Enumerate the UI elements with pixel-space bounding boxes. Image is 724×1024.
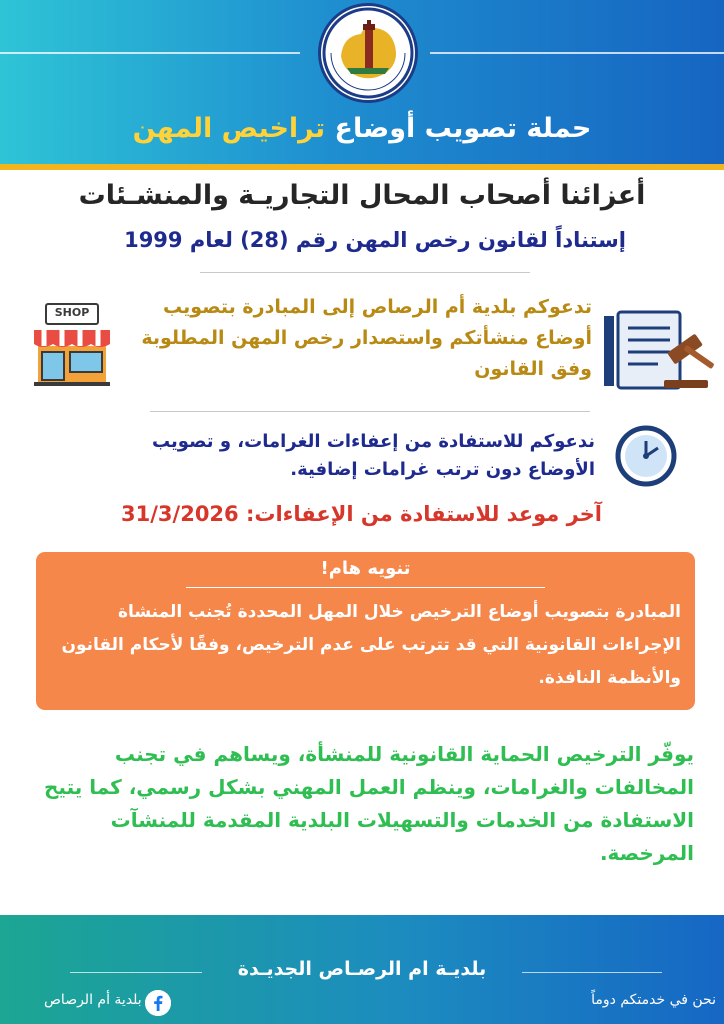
divider [200, 272, 530, 273]
notice-body: المبادرة بتصويب أوضاع الترخيص خلال المهل المحددة تُجنب المنشاة الإجراءات القانونية التي قد تترتب على عدم الترخيص، وفقًا لأحكام القانون والأنظمة النافذة. [61, 602, 681, 688]
clock-icon [614, 424, 678, 488]
divider [150, 411, 590, 412]
notice-box [36, 552, 695, 710]
footer-banner [0, 915, 724, 1024]
campaign-title [0, 113, 724, 144]
campaign-title-prefix: حملة تصويب أوضاع [325, 113, 592, 144]
fines-invitation-text: ندعوكم للاستفادة من إعفاءات الغرامات، و تصويب الأوضاع دون ترتب غرامات إضافية. [151, 431, 595, 480]
header-banner [0, 0, 724, 170]
law-reference: إستناداً لقانون رخص المهن رقم (28) لعام 1999 [124, 228, 626, 252]
footer-title: بلديـة ام الرصـاص الجديـدة [237, 958, 487, 980]
header-divider-right [430, 52, 724, 54]
document-gavel-icon [602, 306, 720, 392]
header-divider-left [0, 52, 300, 54]
footer-slogan: نحن في خدمتكم دوماً [591, 992, 716, 1008]
notice-title: تنويه هام! [320, 558, 411, 579]
gold-stripe [0, 164, 724, 170]
greeting-heading: أعزائنا أصحاب المحال التجاريـة والمنشـئات [78, 180, 646, 211]
deadline-text: آخر موعد للاستفادة من الإعفاءات: 31/3/2026 [121, 502, 602, 526]
notice-divider [186, 587, 545, 588]
facebook-page-link[interactable]: بلدية أم الرصاص [44, 992, 142, 1008]
campaign-title-highlight: تراخيص المهن [132, 113, 326, 144]
facebook-icon[interactable] [145, 990, 171, 1016]
invitation-text: تدعوكم بلدية أم الرصاص إلى المبادرة بتصويب أوضاع منشأتكم واستصدار رخص المهن المطلوبة وفق القانون [141, 296, 592, 380]
benefits-text: يوفّر الترخيص الحماية القانونية للمنشأة، ويساهم في تجنب المخالفات والغرامات، وينظم العمل المهني بشكل رسمي، كما يتيح الاستفادة من الخدمات والتسهيلات البلدية المقدمة للمنشآت المرخصة. [43, 742, 694, 865]
shop-sign-label: SHOP [54, 306, 90, 319]
municipality-logo [318, 3, 418, 103]
